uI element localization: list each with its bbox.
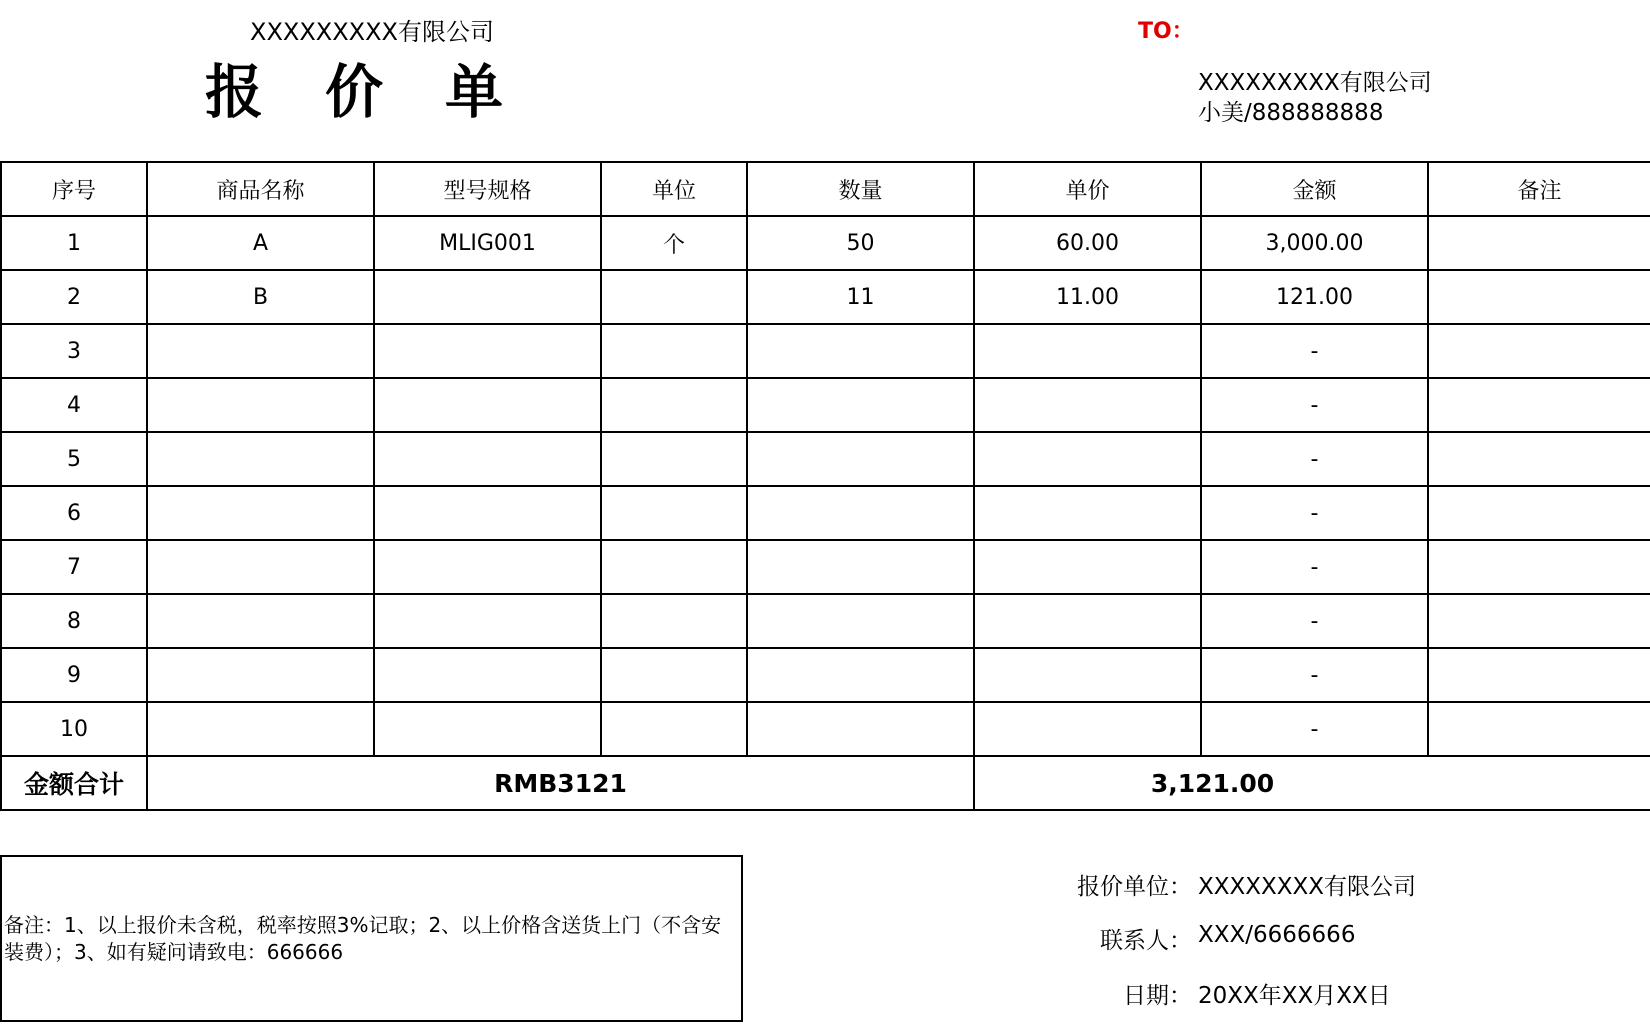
total-row: [1, 756, 1650, 810]
column-header-unit-price: 单价: [974, 162, 1201, 216]
cell-product-name: [147, 702, 374, 756]
cell-index: 2: [1, 270, 147, 324]
cell-model-spec: [374, 432, 601, 486]
cell-product-name: [147, 378, 374, 432]
cell-remarks: [1428, 378, 1650, 432]
date-value: 20XX年XX月XX日: [1198, 983, 1391, 1009]
cell-amount: -: [1201, 540, 1428, 594]
cell-remarks: [1428, 432, 1650, 486]
cell-model-spec: [374, 378, 601, 432]
cell-unit: [601, 594, 747, 648]
table-row: [1, 702, 1650, 756]
cell-amount: 3,000.00: [1201, 216, 1428, 270]
contact-line: [780, 922, 1600, 955]
cell-product-name: [147, 540, 374, 594]
column-header-remarks: 备注: [1428, 162, 1650, 216]
cell-model-spec: [374, 540, 601, 594]
quote-unit-line: [780, 868, 1600, 901]
cell-model-spec: [374, 594, 601, 648]
cell-quantity: [747, 702, 974, 756]
cell-model-spec: [374, 270, 601, 324]
quote-table: [0, 161, 1650, 811]
cell-product-name: [147, 594, 374, 648]
contact-value: XXX/6666666: [1198, 922, 1356, 948]
cell-remarks: [1428, 648, 1650, 702]
cell-product-name: B: [147, 270, 374, 324]
column-header-index: 序号: [1, 162, 147, 216]
cell-unit: [601, 540, 747, 594]
date-label: 日期：: [1123, 983, 1192, 1009]
total-label: 金额合计: [1, 756, 147, 810]
cell-amount: -: [1201, 594, 1428, 648]
quote-unit-label: 报价单位：: [1077, 874, 1192, 900]
cell-unit-price: [974, 432, 1201, 486]
column-header-product-name: 商品名称: [147, 162, 374, 216]
table-row: [1, 270, 1650, 324]
cell-index: 6: [1, 486, 147, 540]
contact-label: 联系人：: [1100, 928, 1192, 954]
table-row: [1, 216, 1650, 270]
cell-quantity: [747, 324, 974, 378]
table-body: [1, 216, 1650, 756]
cell-unit: [601, 702, 747, 756]
cell-remarks: [1428, 324, 1650, 378]
cell-unit: 个: [601, 216, 747, 270]
column-header-quantity: 数量: [747, 162, 974, 216]
cell-unit-price: [974, 540, 1201, 594]
recipient-company-name: XXXXXXXXX有限公司: [1198, 70, 1432, 96]
cell-model-spec: MLIG001: [374, 216, 601, 270]
cell-model-spec: [374, 702, 601, 756]
recipient-contact: 小美/888888888: [1198, 100, 1384, 126]
cell-amount: 121.00: [1201, 270, 1428, 324]
cell-quantity: 11: [747, 270, 974, 324]
cell-quantity: [747, 594, 974, 648]
cell-unit-price: 60.00: [974, 216, 1201, 270]
cell-amount: -: [1201, 486, 1428, 540]
cell-remarks: [1428, 594, 1650, 648]
to-label: TO：: [1138, 19, 1194, 44]
page-title: 报价单: [205, 58, 566, 126]
cell-unit-price: [974, 594, 1201, 648]
cell-amount: -: [1201, 648, 1428, 702]
cell-unit: [601, 486, 747, 540]
cell-remarks: [1428, 216, 1650, 270]
cell-index: 8: [1, 594, 147, 648]
cell-model-spec: [374, 486, 601, 540]
cell-unit-price: [974, 702, 1201, 756]
cell-product-name: [147, 432, 374, 486]
cell-product-name: [147, 486, 374, 540]
cell-unit: [601, 270, 747, 324]
cell-model-spec: [374, 648, 601, 702]
cell-remarks: [1428, 486, 1650, 540]
total-amount: 3,121.00: [974, 756, 1650, 810]
column-header-unit: 单位: [601, 162, 747, 216]
cell-amount: -: [1201, 702, 1428, 756]
cell-quantity: [747, 648, 974, 702]
table-row: [1, 486, 1650, 540]
column-header-model-spec: 型号规格: [374, 162, 601, 216]
cell-unit: [601, 432, 747, 486]
cell-quantity: 50: [747, 216, 974, 270]
cell-unit: [601, 324, 747, 378]
cell-unit-price: 11.00: [974, 270, 1201, 324]
cell-index: 4: [1, 378, 147, 432]
table-row: [1, 324, 1650, 378]
cell-product-name: [147, 324, 374, 378]
table-row: [1, 432, 1650, 486]
cell-index: 10: [1, 702, 147, 756]
cell-index: 7: [1, 540, 147, 594]
cell-quantity: [747, 432, 974, 486]
cell-product-name: [147, 648, 374, 702]
column-header-amount: 金额: [1201, 162, 1428, 216]
cell-unit: [601, 648, 747, 702]
date-line: [780, 977, 1600, 1010]
issuer-company-name: XXXXXXXXX有限公司: [250, 18, 494, 46]
cell-quantity: [747, 378, 974, 432]
cell-unit-price: [974, 378, 1201, 432]
cell-remarks: [1428, 540, 1650, 594]
remarks-text: 备注：1、以上报价未含税，税率按照3%记取；2、以上价格含送货上门（不含安装费）；3、如有疑问请致电：666666: [4, 912, 722, 964]
remarks-box: [0, 855, 743, 1022]
table-row: [1, 648, 1650, 702]
total-rmb: RMB3121: [147, 756, 974, 810]
cell-index: 5: [1, 432, 147, 486]
cell-index: 3: [1, 324, 147, 378]
table-row: [1, 540, 1650, 594]
table-row: [1, 378, 1650, 432]
quote-unit-value: XXXXXXXX有限公司: [1198, 874, 1417, 900]
cell-amount: -: [1201, 432, 1428, 486]
cell-unit: [601, 378, 747, 432]
cell-quantity: [747, 540, 974, 594]
cell-amount: -: [1201, 324, 1428, 378]
cell-model-spec: [374, 324, 601, 378]
cell-remarks: [1428, 702, 1650, 756]
cell-amount: -: [1201, 378, 1428, 432]
table-header-row: [1, 162, 1650, 216]
cell-index: 9: [1, 648, 147, 702]
cell-quantity: [747, 486, 974, 540]
cell-unit-price: [974, 324, 1201, 378]
cell-remarks: [1428, 270, 1650, 324]
cell-unit-price: [974, 486, 1201, 540]
table-row: [1, 594, 1650, 648]
cell-product-name: A: [147, 216, 374, 270]
cell-index: 1: [1, 216, 147, 270]
cell-unit-price: [974, 648, 1201, 702]
